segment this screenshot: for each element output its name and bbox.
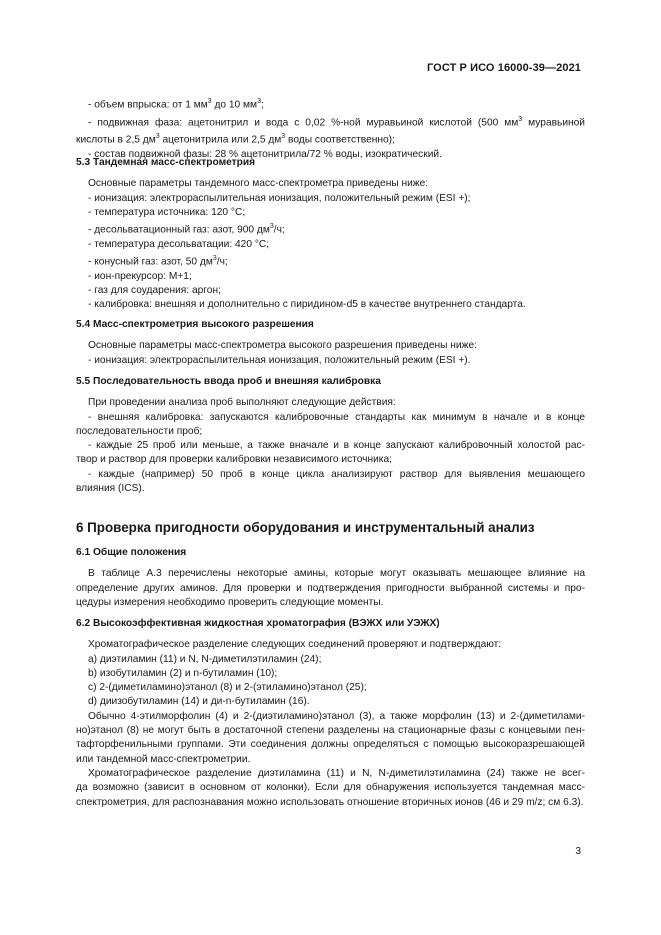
section-heading: 6.2 Высокоэффективная жидкостная хроматография (ВЭЖХ или УЭЖХ) [76, 618, 440, 629]
chapter-heading: 6 Проверка пригодности оборудования и инструментальный анализ [76, 520, 535, 535]
paragraph: Основные параметры масс-спектрометра высокого разрешения приведены ниже: [88, 340, 477, 352]
paragraph-line: или тандемной масс-спектрометрии. [76, 753, 251, 765]
paragraph-line: цедуры измерения необходимо проверить следующие моменты. [76, 596, 384, 608]
page-number: 3 [575, 846, 581, 857]
list-item: - состав подвижной фазы: 28 % ацетонитрила/72 % воды, изократический. [88, 149, 442, 161]
section-6-1 [76, 546, 585, 610]
list-item: - ионизация: электрораспылительная ионизация, положительный режим (ESI +). [88, 354, 471, 366]
mobile-phase-list [76, 95, 585, 162]
list-item: - температура источника: 120 °C; [88, 206, 246, 218]
list-item: - подвижная фаза: ацетонитрил и вода с 0,02 %-ной муравьиной кислотой (500 $мм^3$ муравьиной [88, 115, 585, 129]
list-item: - десольватационный газ: азот, 900 $дм^3/ч$; [88, 223, 285, 236]
paragraph-line: Хроматографическое разделение диэтиламина (11) и N, N-диметилэтиламина (24) также не всег- [88, 767, 585, 779]
paragraph-line: тафторфенильными группами. Эти соединения должны определяться с помощью высокоразрешающей [76, 739, 585, 751]
paragraph-line: В таблице А.3 перечислены некоторые амины, которые могут оказывать мешающее влияние на [88, 568, 585, 580]
section-heading: 6.1 Общие положения [76, 547, 187, 558]
list-item: - объем впрыска: от 1 $мм^3$ до 10 $мм^3$; [88, 98, 264, 111]
list-item: - температура десольватации: 420 °C; [88, 238, 270, 250]
section-heading: 5.5 Последовательность ввода проб и внешняя калибровка [76, 376, 381, 387]
list-item: - каждые 25 проб или меньше, а также вначале и в конце запускают калибровочный холостой рас- [88, 440, 585, 452]
section-5-5 [76, 375, 585, 496]
list-item-continuation: твор и раствор для проверки калибровки независимого источника; [76, 454, 392, 466]
paragraph-line: но)этанол (8) не могут быть в достаточной степени разделены на стационарные фазы с концевыми пен- [76, 725, 585, 737]
list-item: - ион-прекурсор: М+1; [88, 270, 192, 282]
list-item: - газ для соударения: аргон; [88, 285, 221, 297]
paragraph-line: определение других аминов. Для проверки и подтверждения пригодности выбранной системы и про- [76, 582, 585, 594]
list-item: а) диэтиламин (11) и N, N-диметилэтиламин (24); [88, 653, 322, 665]
paragraph-line: спектрометрия, для распознавания можно использовать отношение вторичных ионов (46 и 29 m/z; см 6.3). [76, 796, 584, 808]
list-item: d) диизобутиламин (14) и ди-n-бутиламин (16). [88, 696, 310, 708]
list-item: - калибровка: внешняя и дополнительно с пиридином-d5 в качестве внутреннего стандарта. [88, 299, 526, 311]
paragraph: Основные параметры тандемного масс-спектрометра приведены ниже: [88, 178, 429, 190]
paragraph: При проведении анализа проб выполняют следующие действия: [88, 397, 396, 409]
list-item: с) 2-(диметиламино)этанол (8) и 2-(этиламино)этанол (25); [88, 682, 367, 694]
paragraph: Хроматографическое разделение следующих соединений проверяют и подтверждают: [88, 639, 502, 651]
section-5-4 [76, 318, 585, 368]
list-item: - ионизация: электрораспылительная ионизация, положительный режим (ESI +); [88, 192, 471, 204]
section-heading: 5.3 Тандемная масс-спектрометрия [76, 157, 256, 168]
list-item-continuation: кислоты в 2,5 $дм^3$ ацетонитрила или 2,5 $дм^3$ воды соответственно); [76, 133, 395, 146]
section-5-3 [76, 156, 585, 313]
list-item: - внешняя калибровка: запускаются калибровочные стандарты как минимум в начале и в конце [88, 411, 585, 423]
section-6 [76, 519, 585, 536]
section-6-2 [76, 617, 585, 810]
paragraph-line: Обычно 4-этилморфолин (4) и 2-(диэтиламино)этанол (3), а также морфолин (13) и 2-(диметилами- [88, 710, 585, 722]
list-item-continuation: последовательности проб; [76, 425, 203, 437]
list-item-continuation: влияния (ICS). [76, 483, 145, 495]
section-heading: 5.4 Масс-спектрометрия высокого разрешения [76, 319, 314, 330]
list-item: b) изобутиламин (2) и n-бутиламин (10); [88, 667, 278, 679]
list-item: - каждые (например) 50 проб в конце цикла анализируют раствор для выявления мешающего [88, 468, 585, 480]
paragraph-line: да возможно (зависит в основном от колонки). Если для обнаружения используется тандемная масс- [76, 782, 585, 794]
document-header: ГОСТ Р ИСО 16000-39—2021 [426, 62, 581, 74]
list-item: - конусный газ: азот, 50 $дм^3/ч$; [88, 255, 228, 268]
